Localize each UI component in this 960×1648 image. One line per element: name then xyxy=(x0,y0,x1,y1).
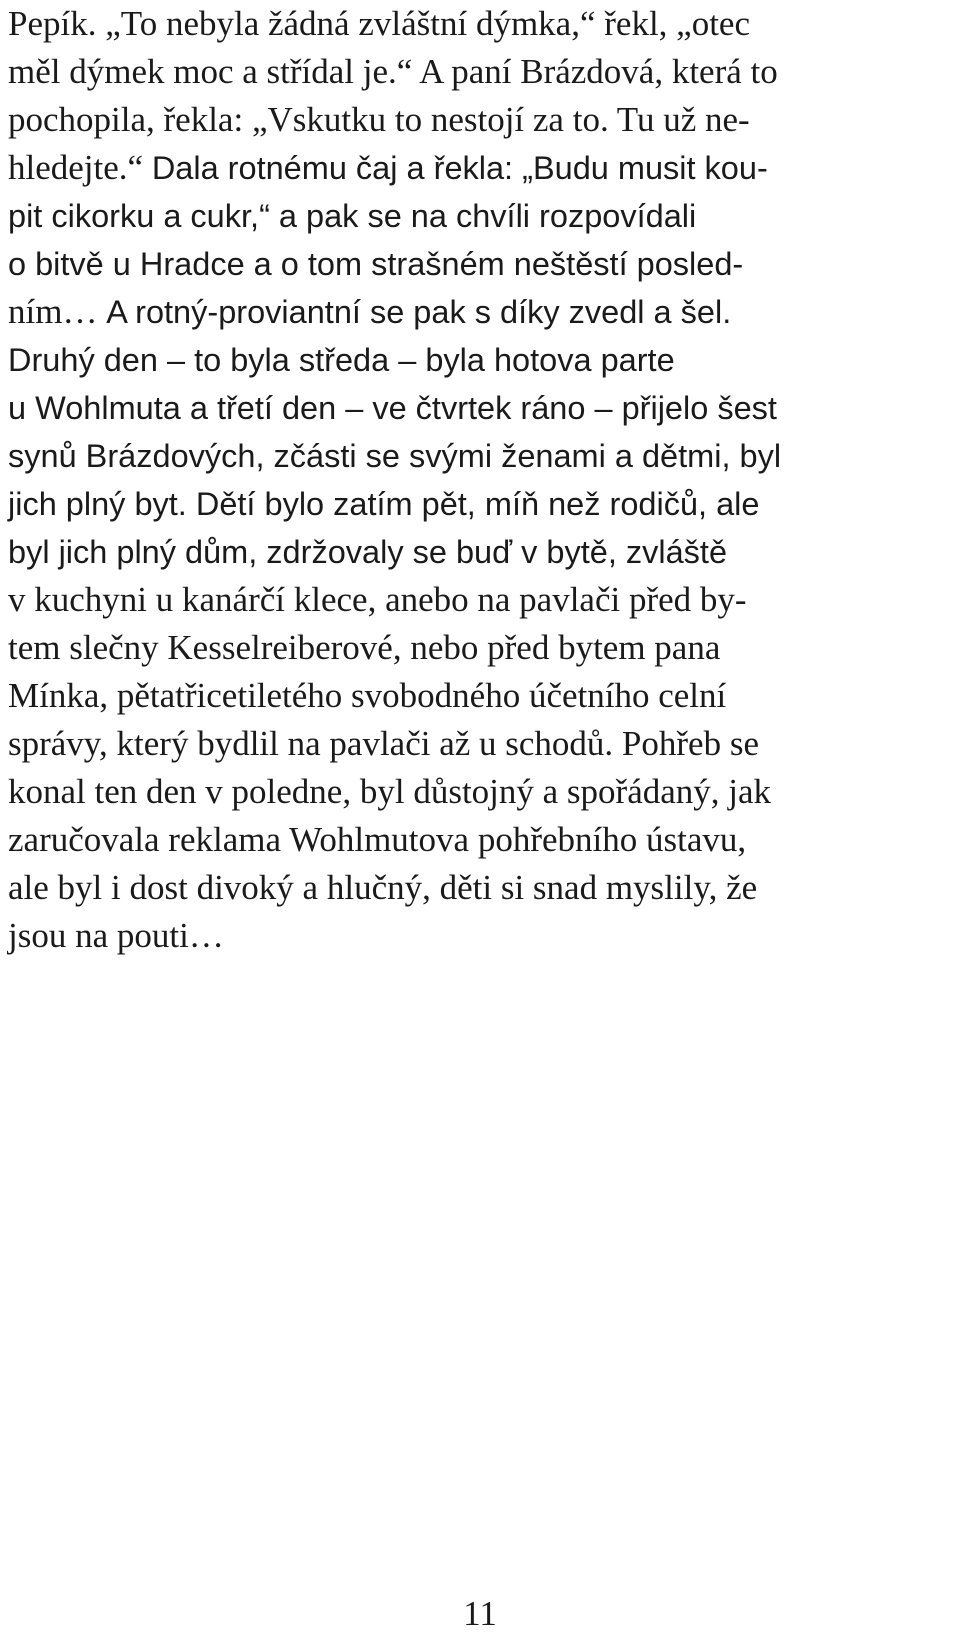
text-segment: o bitvě u Hradce a o tom strašném neštěstí posled- xyxy=(8,246,744,282)
text-segment: Dětí bylo zatím pět, míň než rodičů, ale xyxy=(195,486,760,522)
text-line xyxy=(8,480,953,528)
text-segment: Dala rotnému čaj a řekla: „Budu musit kou- xyxy=(151,150,768,186)
text-segment: jsou na pouti… xyxy=(8,916,224,955)
text-line xyxy=(8,192,953,240)
text-segment: ale byl i dost divoký a hlučný, děti si snad myslily, že xyxy=(8,868,758,907)
text-line xyxy=(8,912,953,960)
text-segment: jich plný byt. xyxy=(8,486,196,522)
text-line xyxy=(8,288,953,336)
text-line xyxy=(8,0,953,48)
text-segment: A rotný-proviantní se pak s díky zvedl a šel. xyxy=(106,294,732,330)
text-line xyxy=(8,48,953,96)
text-segment: zaručovala reklama Wohlmutova pohřebního ústavu, xyxy=(8,820,747,859)
text-line xyxy=(8,624,953,672)
text-segment: měl dýmek moc a střídal je.“ A paní Brázdová, která to xyxy=(8,52,778,91)
text-segment: konal ten den v poledne, byl důstojný a spořádaný, jak xyxy=(8,772,772,811)
text-line xyxy=(8,432,953,480)
text-segment: synů Brázdových, zčásti se svými ženami a dětmi, byl xyxy=(8,438,782,474)
text-segment: pit cikorku a cukr,“ a pak se na chvíli rozpovídali xyxy=(8,198,697,234)
body-text xyxy=(8,0,953,960)
text-line xyxy=(8,672,953,720)
text-line xyxy=(8,864,953,912)
text-line xyxy=(8,240,953,288)
text-line xyxy=(8,384,953,432)
text-segment: Mínka, pětatřicetiletého svobodného účetního celní xyxy=(8,676,727,715)
page-number: 11 xyxy=(463,1594,497,1633)
text-segment: pochopila, řekla: „Vskutku to nestojí za to. Tu už ne- xyxy=(8,100,750,139)
text-segment: byl jich plný dům, zdržovaly se buď v bytě, zvláště xyxy=(8,534,728,570)
text-segment: ním… xyxy=(8,292,107,331)
text-segment: hledejte.“ xyxy=(8,148,152,187)
text-line xyxy=(8,816,953,864)
text-line xyxy=(8,768,953,816)
text-segment: u Wohlmuta a třetí den – ve čtvrtek ráno – přijelo šest xyxy=(8,390,777,426)
text-segment: v kuchyni u kanárčí klece, anebo na pavlači před by- xyxy=(8,580,747,619)
text-line xyxy=(8,96,953,144)
text-segment: Pepík. „To nebyla žádná zvláštní dýmka,“ řekl, „otec xyxy=(8,4,750,43)
text-line xyxy=(8,144,953,192)
text-segment: tem slečny Kesselreiberové, nebo před bytem pana xyxy=(8,628,721,667)
text-line xyxy=(8,576,953,624)
text-segment: Druhý den – to byla středa – byla hotova parte xyxy=(8,342,675,378)
text-line xyxy=(8,720,953,768)
text-line xyxy=(8,336,953,384)
text-line xyxy=(8,528,953,576)
text-segment: správy, který bydlil na pavlači až u schodů. Pohřeb se xyxy=(8,724,759,763)
